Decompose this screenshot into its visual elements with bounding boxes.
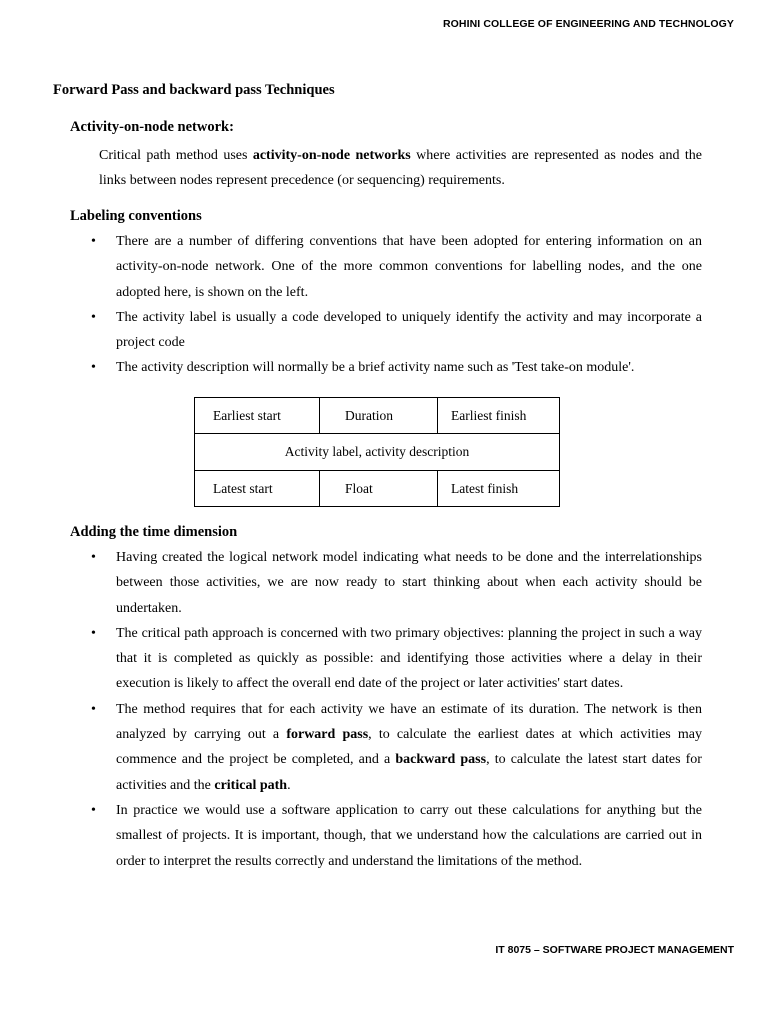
bullet-icon: • bbox=[91, 234, 96, 249]
heading-time-dimension: Adding the time dimension bbox=[70, 524, 238, 540]
bullet-icon: • bbox=[91, 802, 96, 818]
cell-activity-label: Activity label, activity description bbox=[195, 434, 560, 471]
cell-float: Float bbox=[320, 471, 438, 507]
time-dimension-bullet-list bbox=[0, 545, 702, 874]
bullet-icon: • bbox=[91, 360, 96, 376]
bullet-icon: • bbox=[91, 625, 96, 641]
page-header-institution: ROHINI COLLEGE OF ENGINEERING AND TECHNOLOGY bbox=[442, 18, 734, 30]
list-item: • There are a number of differing conventions that have been adopted for entering information on an activity-on-node network. One of the more common conventions for labelling nodes, and the one adopted here, is shown on the left. bbox=[0, 229, 702, 305]
page-title: Forward Pass and backward pass Techniques bbox=[53, 82, 335, 98]
paragraph-activity-on-node: Critical path method uses activity-on-node networks where activities are represented as nodes and the links between nodes represent precedence (or sequencing) requirements. bbox=[99, 148, 702, 189]
list-item: • In practice we would use a software application to carry out these calculations for anything but the smallest of projects. It is important, though, that we understand how the calculations are carried out in order to interpret the results correctly and understand the limitations of the method. bbox=[0, 798, 702, 874]
bullet-icon: • bbox=[91, 309, 96, 325]
heading-activity-on-node: Activity-on-node network: bbox=[70, 119, 234, 135]
bullet-icon: • bbox=[91, 701, 96, 717]
activity-node-label-table bbox=[194, 397, 560, 507]
cell-duration: Duration bbox=[320, 398, 438, 434]
page-footer-course: IT 8075 – SOFTWARE PROJECT MANAGEMENT bbox=[495, 944, 734, 956]
list-item: • The activity label is usually a code developed to uniquely identify the activity and may incorporate a project code bbox=[0, 305, 702, 356]
list-item: • The critical path approach is concerned with two primary objectives: planning the project in such a way that it is completed as quickly as possible: and identifying those activities where a delay in their execution is likely to affect the overall end date of the project or later activities' start dates. bbox=[0, 621, 702, 697]
labeling-bullet-list bbox=[0, 229, 702, 381]
list-item: • The activity description will normally be a brief activity name such as 'Test take-on module'. bbox=[0, 355, 702, 380]
list-item: • Having created the logical network model indicating what needs to be done and the interrelationships between those activities, we are now ready to start thinking about when each activity should be undertaken. bbox=[0, 545, 702, 621]
list-item: • The method requires that for each activity we have an estimate of its duration. The network is then analyzed by carrying out a forward pass, to calculate the earliest dates at which activities may commence and the project be completed, and a backward pass, to calculate the latest start dates for activities and the critical path. bbox=[0, 697, 702, 798]
cell-earliest-start: Earliest start bbox=[195, 398, 320, 434]
bullet-icon: • bbox=[91, 550, 96, 565]
cell-latest-start: Latest start bbox=[195, 471, 320, 507]
cell-latest-finish: Latest finish bbox=[438, 471, 560, 507]
heading-labeling-conventions: Labeling conventions bbox=[70, 208, 202, 224]
cell-earliest-finish: Earliest finish bbox=[438, 398, 560, 434]
